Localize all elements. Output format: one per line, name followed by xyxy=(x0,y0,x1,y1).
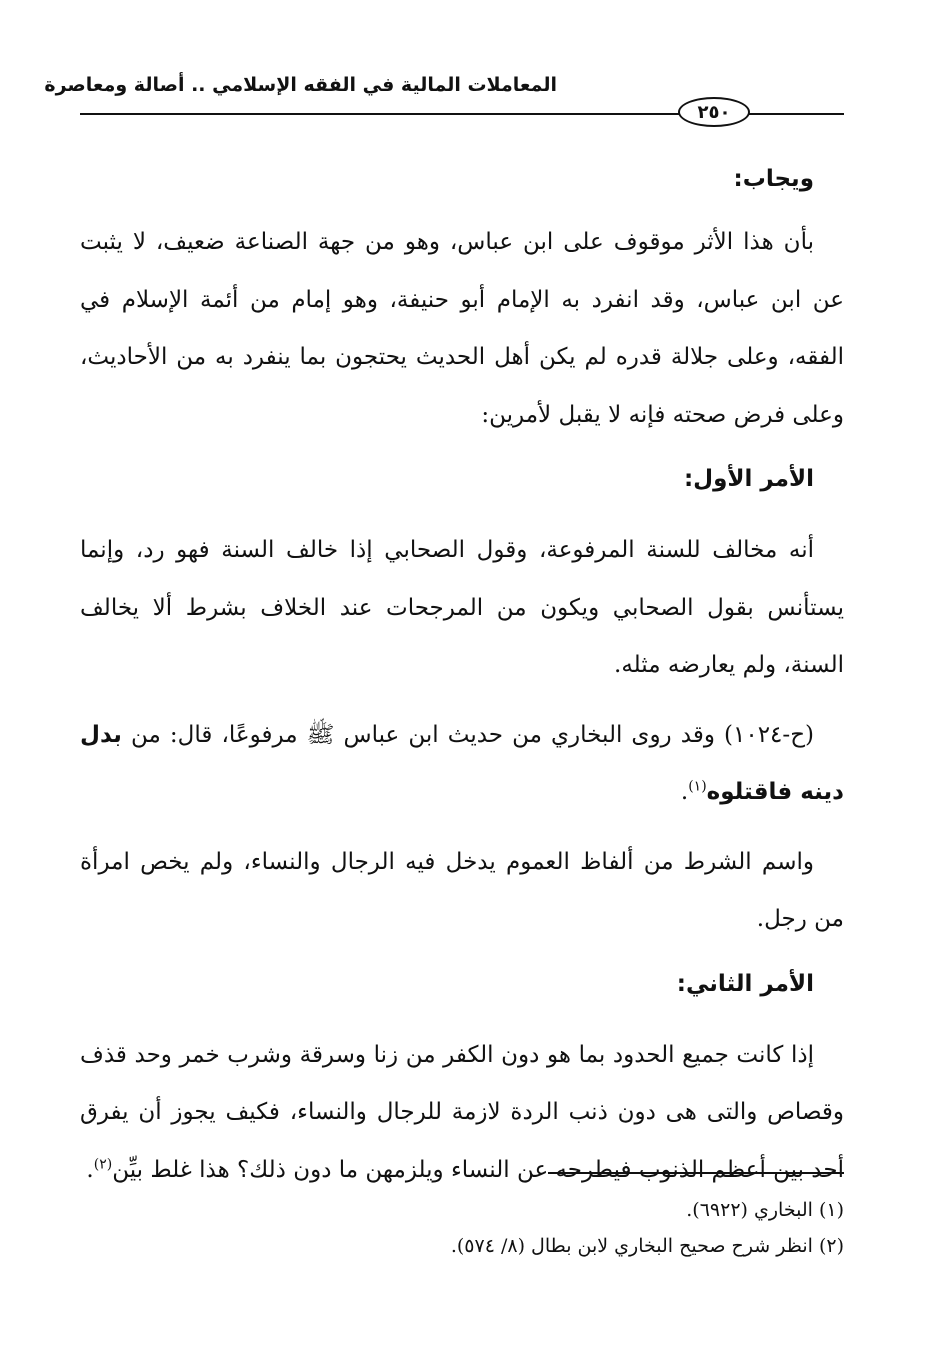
paragraph-5-end-period: . xyxy=(86,1156,94,1183)
hadith-end-period: . xyxy=(680,779,689,805)
hadith-text: بدل دينه فاقتلوه xyxy=(80,721,844,805)
footnote-ref-2[interactable]: (٢) xyxy=(93,1155,113,1172)
reply-heading: ويجاب: xyxy=(733,166,814,192)
paragraph-1: بأن هذا الأثر موقوف على ابن عباس، وهو من جهة الصناعة ضعيف، لا يثبت عن ابن عباس، وقد انفرد به الإمام أبو حنيفة، وهو إمام من أئمة الإسلام في الفقه، وعلى جلالة قدره لم يكن أهل الحديث يحتجون بما ينفرد به من الأحاديث، وعلى فرض صحته فإنه لا يقبل لأمرين: xyxy=(80,229,844,428)
paragraph-5-text: إذا كانت جميع الحدود بما هو دون الكفر من زنا وسرقة وشرب خمر وحد قذف وقصاص والتى هى دون ذنب الردة لازمة للرجال والنساء، فكيف يجوز أن يفرق أحد بين أعظم الذنوب فيطرحه عن النساء ويلزمهن ما دون ذلك؟ هذا غلط بيِّن xyxy=(80,1041,844,1183)
footnote-separator xyxy=(548,1172,844,1174)
footnote-1: (١) البخاري (٦٩٢٢). xyxy=(686,1199,844,1221)
second-matter-heading: الأمر الثاني: xyxy=(676,970,814,997)
footnotes xyxy=(144,1192,844,1264)
paragraph-2: أنه مخالف للسنة المرفوعة، وقول الصحابي إذا خالف السنة فهو رد، وإنما يستأنس بقول الصحابي ويكون من المرجحات عند الخلاف بشرط ألا يخالف السنة، ولم يعارضه مثله. xyxy=(80,537,844,678)
main-text xyxy=(80,156,844,1199)
first-matter-heading: الأمر الأول: xyxy=(683,466,814,492)
footnote-2: (٢) انظر شرح صحيح البخاري لابن بطال (٨/ ٥٧٤). xyxy=(450,1235,844,1257)
running-header-title: المعاملات المالية في الفقه الإسلامي .. أصالة ومعاصرة xyxy=(44,74,557,96)
page-number: ٢٥٠ xyxy=(678,97,750,127)
hadith-intro: (ح-١٠٢٤) وقد روى البخاري من حديث ابن عباس ﷺ مرفوعًا، قال: من xyxy=(131,721,815,748)
paragraph-4: واسم الشرط من ألفاظ العموم يدخل فيه الرجال والنساء، ولم يخص امرأة من رجل. xyxy=(80,848,844,932)
footnote-ref-1[interactable]: (١) xyxy=(688,778,707,795)
paragraph-3-hadith xyxy=(80,707,844,822)
